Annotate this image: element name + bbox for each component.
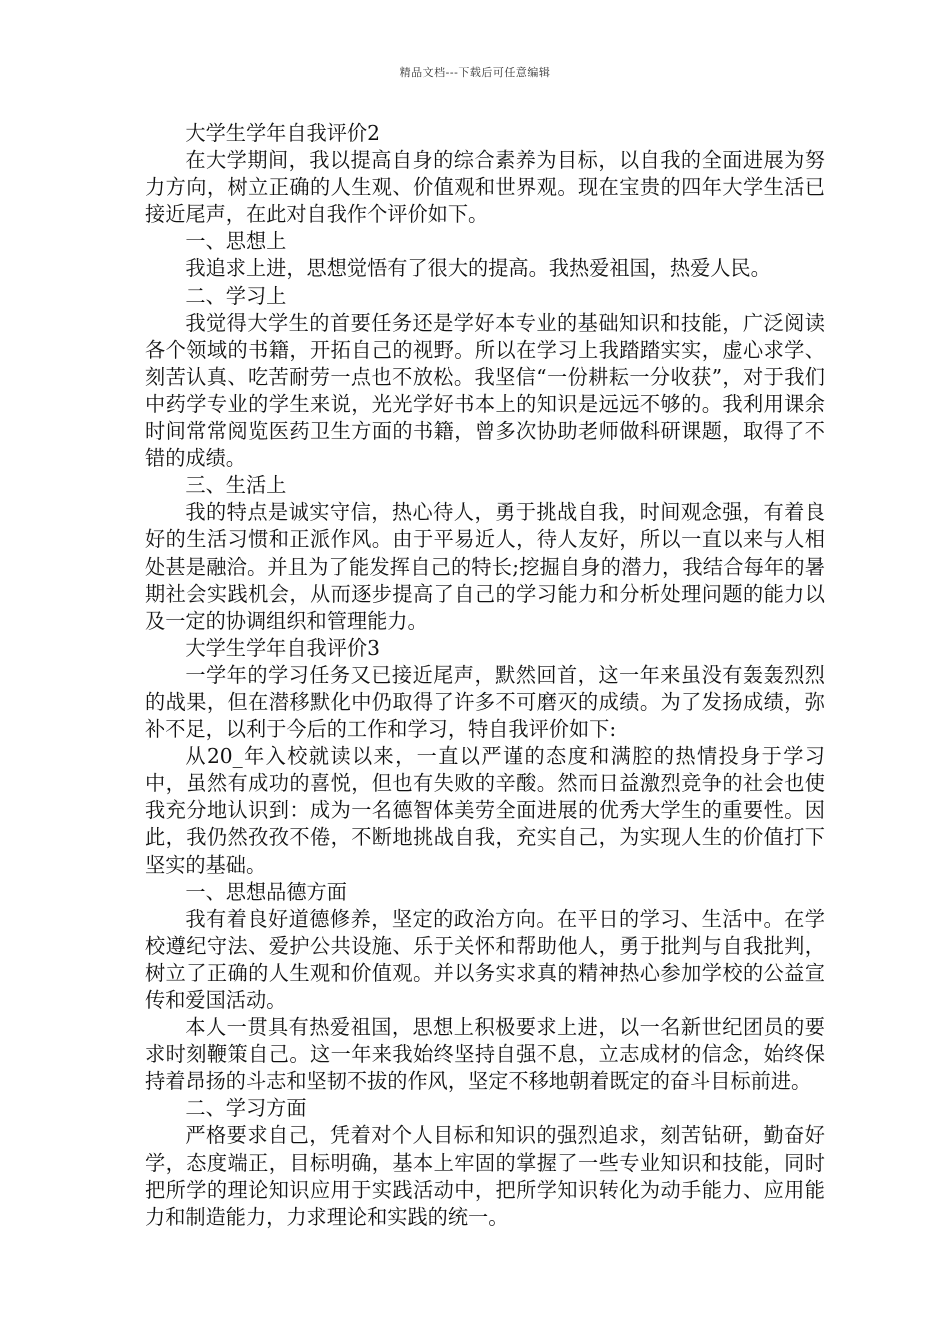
paragraph: 严格要求自己，凭着对个人目标和知识的强烈追求，刻苦钻研，勤奋好学，态度端正，目标明确，基本上牢固的掌握了一些专业知识和技能，同时把所学的理论知识应用于实践活动中，把所学知识转化为动手能力、应用能力和制造能力，力求理论和实践的统一。 <box>145 1123 825 1229</box>
section-heading: 二、学习方面 <box>185 1096 307 1121</box>
page-header-note: 精品文档---下载后可任意编辑 <box>399 66 551 79</box>
section-heading: 一、思想品德方面 <box>185 879 347 904</box>
section-title: 大学生学年自我评价2 <box>185 121 380 145</box>
section-heading: 一、思想上 <box>185 229 287 254</box>
paragraph: 我觉得大学生的首要任务还是学好本专业的基础知识和技能，广泛阅读各个领域的书籍，开拓自己的视野。所以在学习上我踏踏实实，虚心求学、刻苦认真、吃苦耐劳一点也不放松。我坚信“一份耕耘一分收获”，对于我们中药学专业的学生来说，光光学好书本上的知识是远远不够的。我利用课余时间常常阅览医药卫生方面的书籍，曾多次协助老师做科研课题，取得了不错的成绩。 <box>145 310 825 471</box>
section-heading: 三、生活上 <box>185 473 287 498</box>
paragraph: 从20_年入校就读以来，一直以严谨的态度和满腔的热情投身于学习中，虽然有成功的喜悦，但也有失败的辛酸。然而日益激烈竞争的社会也使我充分地认识到：成为一名德智体美劳全面进展的优秀大学生的重要性。因此，我仍然孜孜不倦，不断地挑战自我，充实自己，为实现人生的价值打下坚实的基础。 <box>145 744 825 877</box>
paragraph: 一学年的学习任务又已接近尾声，默然回首，这一年来虽没有轰轰烈烈的战果，但在潜移默化中仍取得了许多不可磨灭的成绩。为了发扬成绩，弥补不足，以利于今后的工作和学习，特自我评价如下: <box>145 662 825 742</box>
paragraph: 我的特点是诚实守信，热心待人，勇于挑战自我，时间观念强，有着良好的生活习惯和正派作风。由于平易近人，待人友好，所以一直以来与人相处甚是融洽。并且为了能发挥自己的特长;挖掘自身的潜力，我结合每年的暑期社会实践机会，从而逐步提高了自己的学习能力和分析处理问题的能力以及一定的协调组织和管理能力。 <box>145 500 825 633</box>
section-title: 大学生学年自我评价3 <box>185 635 380 660</box>
paragraph: 在大学期间，我以提高自身的综合素养为目标，以自我的全面进展为努力方向，树立正确的人生观、价值观和世界观。现在宝贵的四年大学生活已接近尾声，在此对自我作个评价如下。 <box>145 148 825 227</box>
section-heading: 二、学习上 <box>185 283 287 308</box>
document-body <box>145 120 825 1231</box>
paragraph: 我有着良好道德修养，坚定的政治方向。在平日的学习、生活中。在学校遵纪守法、爱护公共设施、乐于关怀和帮助他人，勇于批判与自我批判，树立了正确的人生观和价值观。并以务实求真的精神热心参加学校的公益宣传和爱国活动。 <box>145 906 825 1012</box>
paragraph: 我追求上进，思想觉悟有了很大的提高。我热爱祖国，热爱人民。 <box>185 256 771 281</box>
paragraph: 本人一贯具有热爱祖国，思想上积极要求上进，以一名新世纪团员的要求时刻鞭策自己。这一年来我始终坚持自强不息，立志成材的信念，始终保持着昂扬的斗志和坚韧不拔的作风，坚定不移地朝着既定的奋斗目标前进。 <box>145 1015 825 1094</box>
